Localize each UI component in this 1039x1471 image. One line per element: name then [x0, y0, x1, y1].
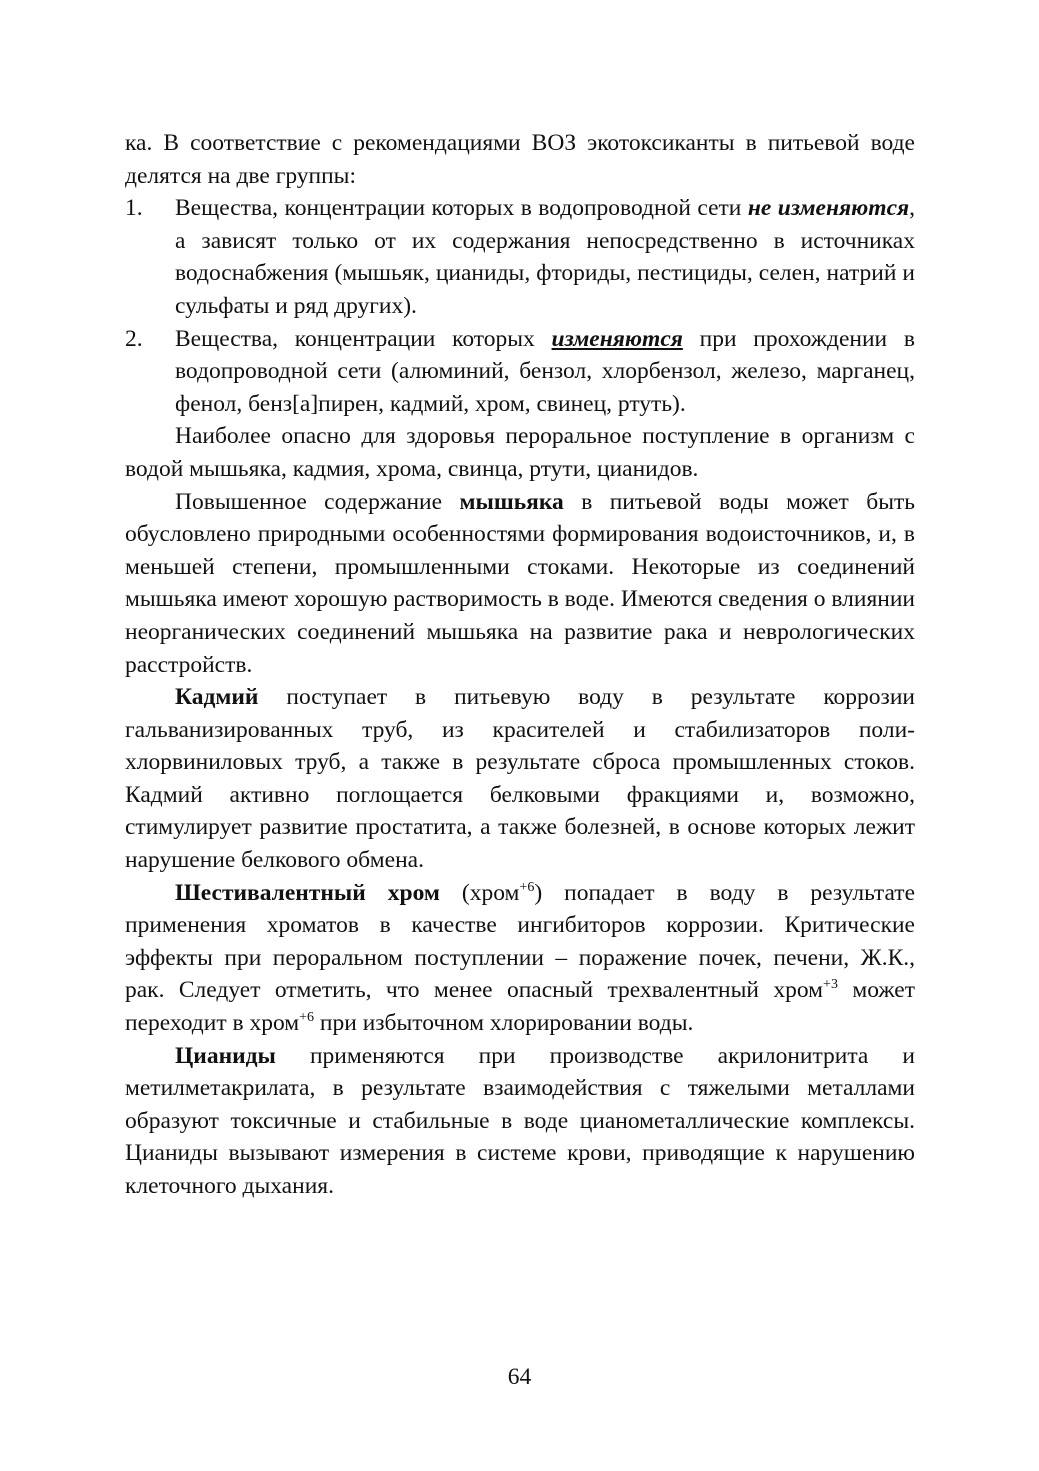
paragraph-chromium [125, 877, 915, 1040]
superscript-valence: +6 [299, 1010, 315, 1026]
list-text-before: Вещества, концентрации которых [175, 325, 552, 352]
intro-text: ка. В соответствие с рекомендациями ВОЗ экотоксиканты в питьевой воде делятся на две группы: [125, 130, 915, 189]
page-number: 64 [507, 1364, 532, 1390]
superscript-valence: +6 [519, 879, 535, 895]
paragraph-dangers [125, 420, 915, 485]
list-text-after: при прохождении в водопроводной сети (алюминий, бензол, хлорбензол, железо, марганец, фенол, бенз[а]пирен, кадмий, хром, свинец, ртуть). [175, 325, 915, 417]
paragraph-arsenic [125, 486, 915, 682]
list-text-before: Вещества, концентрации которых в водопроводной сети [175, 195, 748, 222]
bold-term-cadmium: Кадмий [175, 684, 259, 711]
paragraph-text-before: Повышенное содержание [175, 488, 460, 515]
page-body [125, 127, 915, 1203]
bold-term-chromium: Шестивалентный хром [175, 879, 440, 906]
chromium-text-4: при избыточном хлорировании воды. [314, 1010, 694, 1037]
paragraph-intro [125, 127, 915, 192]
bold-term-cyanides: Цианиды [175, 1042, 276, 1069]
chromium-text-2: ) попадает в воду в результате применения хроматов в качестве ингибиторов коррозии. Критические эффекты при пероральном поступлении – поражение почек, печени, Ж.К., рак. Следует отметить, что менее опасный трехвалентный хром [125, 879, 915, 1004]
bold-term-arsenic: мышьяка [459, 488, 564, 515]
emphasis-text: не изменяются [747, 195, 910, 222]
paragraph-cyanides [125, 1040, 915, 1203]
superscript-valence: +3 [823, 977, 838, 993]
emphasis-text-underlined: изменяются [551, 325, 683, 352]
paragraph-text: Наиболее опасно для здоровья пероральное поступление в организм с водой мышьяка, кадмия, хрома, свинца, ртути, цианидов. [125, 423, 915, 482]
chromium-text-1: (хром [439, 879, 520, 906]
list-item-2 [125, 323, 915, 421]
list-number: 1. [125, 195, 143, 222]
list-item-1 [125, 192, 915, 322]
paragraph-text-after: поступает в питьевую воду в результате коррозии гальванизированных труб, из красителей и стабилизаторов полихлорвиниловых труб, а также в результате сброса промышленных стоков. Кадмий активно поглощается белковыми фракциями и, возможно, стимулирует развитие простатита, а также болезней, в основе которых лежит нарушение белкового обмена. [125, 684, 915, 874]
chromium-text-3: может переходит в хром [125, 977, 915, 1037]
paragraph-text-after: применяются при производстве акрилонитрита и метилметакрилата, в результате взаимодействия с тяжелыми металлами образуют токсичные и стабильные в воде цианометаллические комплексы. Цианиды вызывают измерения в системе крови, приводящие к нарушению клеточного дыхания. [125, 1042, 915, 1199]
list-text-after: , а зависят только от их содержания непосредственно в источниках водоснабжения (мышьяк, цианиды, фториды, пестициды, селен, натрий и сульфаты и ряд других). [175, 195, 915, 319]
list-number: 2. [125, 325, 143, 352]
paragraph-cadmium [125, 681, 915, 877]
paragraph-text-after: в питьевой воды может быть обусловлено природными особенностями формирования водоисточников, и, в меньшей степени, промышленными стоками. Некоторые из соединений мышьяка имеют хорошую растворимость в воде. Имеются сведения о влиянии неорганических соединений мышьяка на развитие рака и неврологических расстройств. [125, 488, 915, 678]
